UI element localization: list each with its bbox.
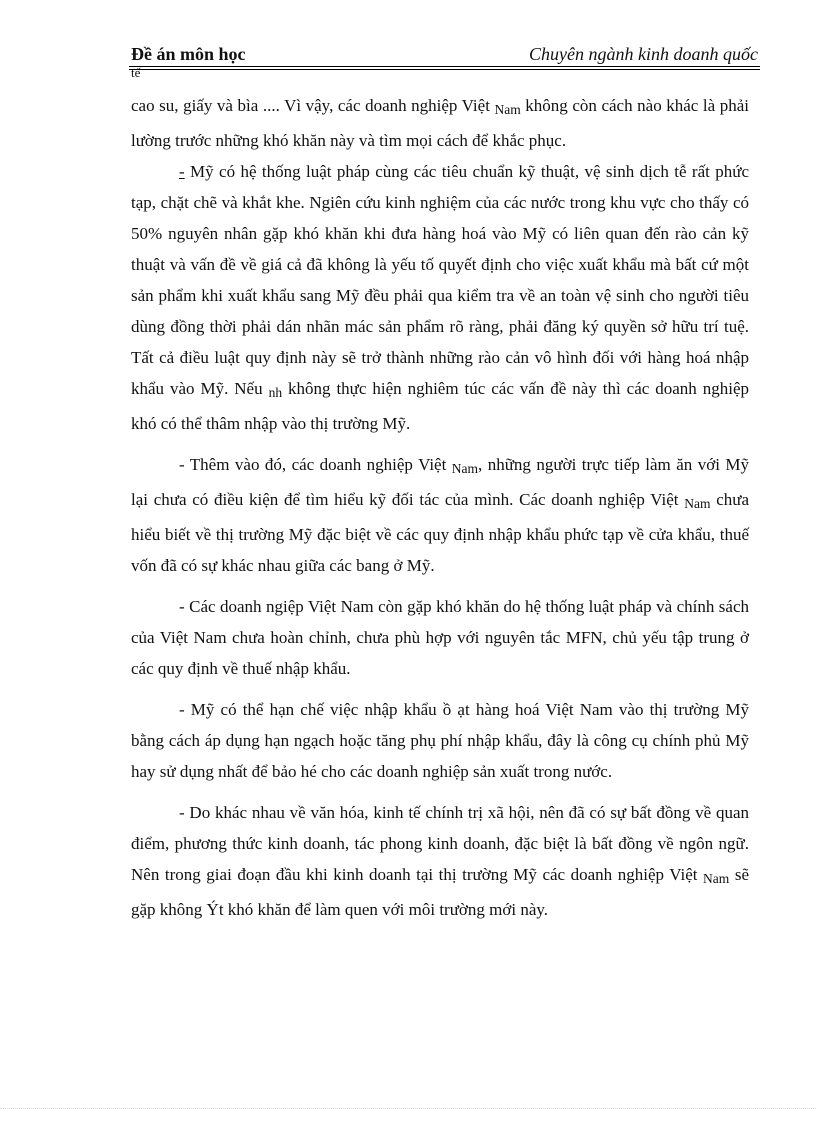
header-rule-top [129, 66, 760, 67]
paragraph-4: - Các doanh ngiệp Việt Nam còn gặp khó khăn do hệ thống luật pháp và chính sách của Việt Nam chưa hoàn chỉnh, chưa phù hợp với nguyên tắc MFN, chủ yếu tập trung ở các quy định về thuế nhập khẩu. [131, 597, 749, 678]
list-marker: - [179, 162, 185, 181]
footer-dotted-line [0, 1108, 816, 1109]
subscript-word: Nam [703, 871, 730, 886]
paragraph-3: - Thêm vào đó, các doanh nghiệp Việt $_{Nam}$, những người trực tiếp làm ăn với Mỹ lại chưa có điều kiện để tìm hiểu kỹ đối tác của mình. Các doanh nghiệp Việt $_{Nam}$ chưa hiểu biết về thị trường Mỹ đặc biệt về các quy định nhập khẩu phức tạp về cửa khẩu, thuế vốn đã có sự khác nhau giữa các bang ở Mỹ. [131, 455, 749, 575]
subscript-word: nh [268, 385, 283, 400]
paragraph-6: - Do khác nhau về văn hóa, kinh tế chính trị xã hội, nên đã có sự bất đồng về quan điểm, phương thức kinh doanh, tác phong kinh doanh, đặc biệt là bất đồng về ngôn ngữ. Nên trong giai đoạn đầu khi kinh doanh tại thị trường Mỹ các doanh nghiệp Việt $_{Nam}$ sẽ gặp không Ýt khó khăn để làm quen với môi trường mới này. [131, 803, 749, 919]
header-rule-bottom [129, 69, 760, 70]
header-right-title-continuation: tế [131, 65, 141, 80]
header-right-title: Chuyên ngành kinh doanh quốc [529, 44, 758, 64]
subscript-word: Nam [451, 461, 479, 476]
header-left-title: Đề án môn học [131, 44, 246, 64]
document-body [131, 90, 749, 925]
paragraph-1: cao su, giấy và bìa .... Vì vậy, các doanh nghiệp Việt $_{Nam}$ không còn cách nào khác là phải lường trước những khó khăn này và tìm mọi cách để khắc phục. [131, 96, 749, 150]
paragraph-2: - Mỹ có hệ thống luật pháp cùng các tiêu chuẩn kỹ thuật, vệ sinh dịch tễ rất phức tạp, chặt chẽ và khắt khe. Ngiên cứu kinh nghiệm của các nước trong khu vực cho thấy có 50% nguyên nhân gặp khó khăn khi đưa hàng hoá vào Mỹ có liên quan đến rào cản kỹ thuật và vấn đề về giá cả đã không là yếu tố quyết định cho việc xuất khẩu mà bất cứ một sản phẩm khi xuất khẩu sang Mỹ đều phải qua kiểm tra về an toàn vệ sinh cho người tiêu dùng đồng thời phải dán nhãn mác sản phẩm rõ ràng, phải đăng ký quyền sở hữu trí tuệ. Tất cả điều luật quy định này sẽ trở thành những rào cản vô hình đối với hàng hoá nhập khẩu vào Mỹ. Nếu $_{nh}$ không thực hiện nghiêm túc các vấn đề này thì các doanh nghiệp khó có thể thâm nhập vào thị trường Mỹ. [131, 162, 750, 433]
paragraph-5: - Mỹ có thể hạn chế việc nhập khẩu ồ ạt hàng hoá Việt Nam vào thị trường Mỹ bằng cách áp dụng hạn ngạch hoặc tăng phụ phí nhập khẩu, đây là công cụ chính phủ Mỹ hay sử dụng nhất để bảo hé cho các doanh nghiệp sản xuất trong nước. [131, 700, 749, 781]
subscript-word: Nam [494, 102, 521, 117]
subscript-word: Nam [684, 496, 711, 511]
